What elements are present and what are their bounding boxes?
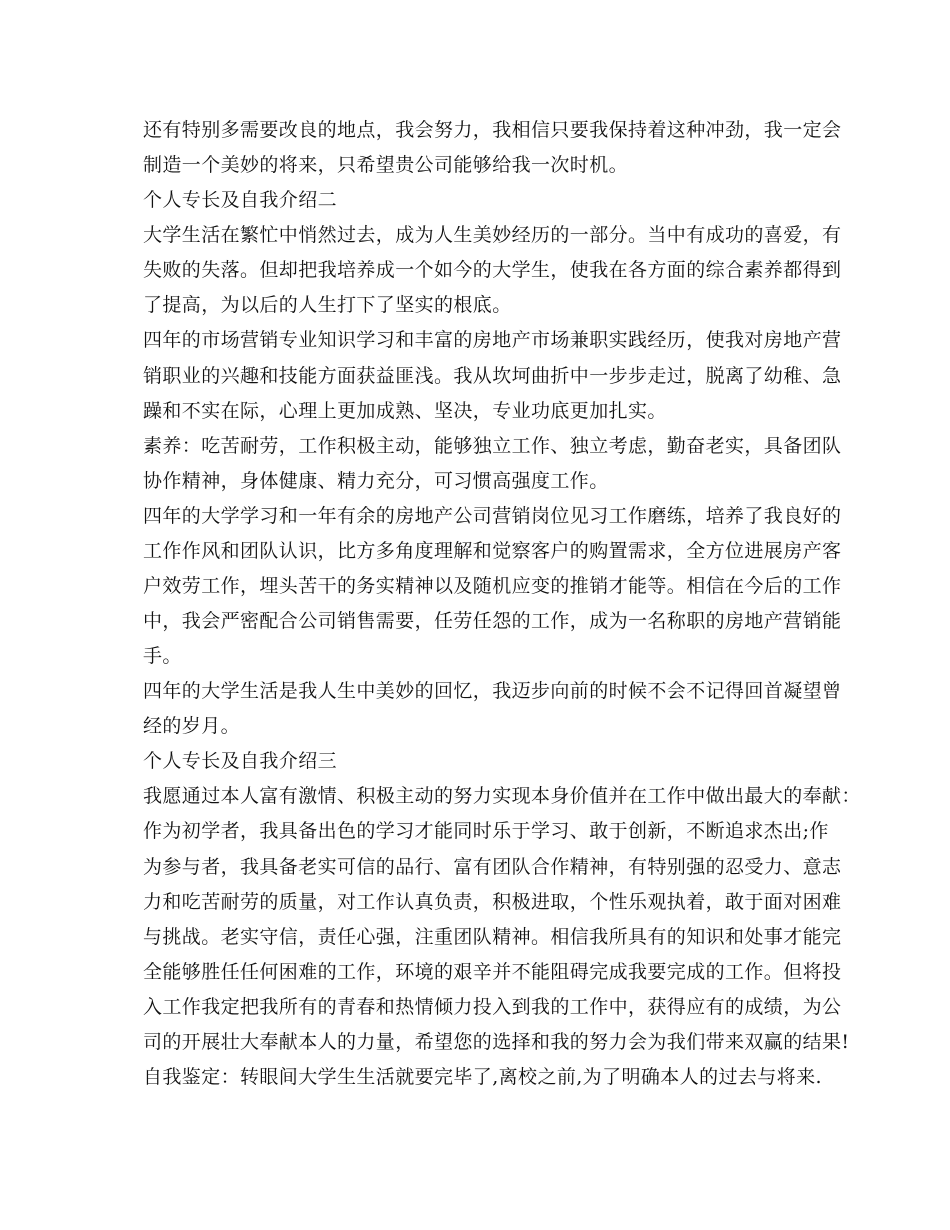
body-line: 工作作风和团队认识，比方多角度理解和觉察客户的购置需求，全方位进展房产客 xyxy=(143,540,842,562)
body-line: 作为初学者，我具备出色的学习才能同时乐于学习、敢于创新，不断追求杰出;作 xyxy=(143,820,829,842)
body-line: 四年的市场营销专业知识学习和丰富的房地产市场兼职实践经历，使我对房地产营 xyxy=(143,329,842,351)
body-line: 经的岁月。 xyxy=(143,715,241,737)
body-line: 销职业的兴趣和技能方面获益匪浅。我从坎坷曲折中一步步走过，脱离了幼稚、急 xyxy=(143,365,842,387)
body-line: 四年的大学生活是我人生中美妙的回忆，我迈步向前的时候不会不记得回首凝望曾 xyxy=(143,680,842,702)
body-line: 制造一个美妙的将来，只希望贵公司能够给我一次时机。 xyxy=(143,154,629,176)
body-line: 素养：吃苦耐劳，工作积极主动，能够独立工作、独立考虑，勤奋老实，具备团队 xyxy=(143,435,842,457)
body-line: 了提高，为以后的人生打下了坚实的根底。 xyxy=(143,294,512,316)
body-line: 与挑战。老实守信，责任心强，注重团队精神。相信我所具有的知识和处事才能完 xyxy=(143,926,842,948)
body-line: 力和吃苦耐劳的质量，对工作认真负责，积极进取，个性乐观执着，敢于面对困难 xyxy=(143,891,842,913)
section-heading-2: 个人专长及自我介绍二 xyxy=(143,189,338,211)
body-line: 户效劳工作，埋头苦干的务实精神以及随机应变的推销才能等。相信在今后的工作 xyxy=(143,575,842,597)
body-line: 四年的大学学习和一年有余的房地产公司营销岗位见习工作磨练，培养了我良好的 xyxy=(143,505,842,527)
body-line: 躁和不实在际，心理上更加成熟、坚决，专业功底更加扎实。 xyxy=(143,400,667,422)
body-line: 大学生活在繁忙中悄然过去，成为人生美妙经历的一部分。当中有成功的喜爱，有 xyxy=(143,224,842,246)
body-line: 我愿通过本人富有激情、积极主动的努力实现本身价值并在工作中做出最大的奉献： xyxy=(143,785,861,807)
body-line: 为参与者，我具备老实可信的品行、富有团队合作精神，有特别强的忍受力、意志 xyxy=(143,856,842,878)
body-line: 自我鉴定：转眼间大学生生活就要完毕了,离校之前,为了明确本人的过去与将来. xyxy=(143,1066,822,1088)
body-line: 还有特别多需要改良的地点，我会努力，我相信只要我保持着这种冲劲，我一定会 xyxy=(143,119,842,141)
body-line: 失败的失落。但却把我培养成一个如今的大学生，使我在各方面的综合素养都得到 xyxy=(143,259,842,281)
section-heading-3: 个人专长及自我介绍三 xyxy=(143,750,338,772)
body-line: 司的开展壮大奉献本人的力量，希望您的选择和我的努力会为我们带来双赢的结果! xyxy=(143,1031,850,1053)
body-line: 协作精神，身体健康、精力充分，可习惯高强度工作。 xyxy=(143,470,609,492)
body-line: 全能够胜任任何困难的工作，环境的艰辛并不能阻碍完成我要完成的工作。但将投 xyxy=(143,961,842,983)
body-line: 中，我会严密配合公司销售需要，任劳任怨的工作，成为一名称职的房地产营销能 xyxy=(143,610,842,632)
body-line: 手。 xyxy=(143,645,182,667)
body-line: 入工作我定把我所有的青春和热情倾力投入到我的工作中，获得应有的成绩，为公 xyxy=(143,996,842,1018)
